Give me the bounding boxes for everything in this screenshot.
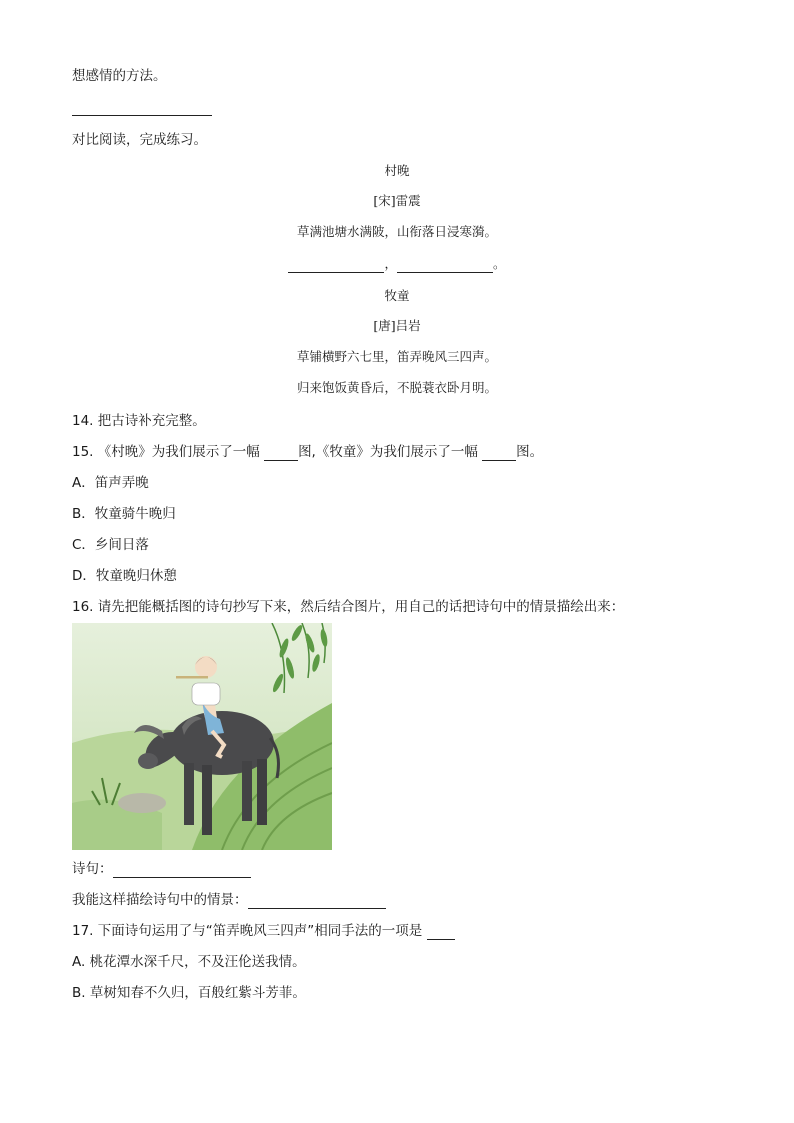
blank-end: 。 [493, 256, 506, 271]
fill-blank[interactable] [288, 258, 384, 273]
question-17 [72, 922, 455, 940]
option-c: C．乡间日落 [72, 537, 149, 553]
poem1-blank-line [0, 255, 794, 273]
intro-tail-text: 想感情的方法。 [72, 68, 167, 84]
verse-input-blank[interactable] [113, 863, 251, 878]
verse-label: 诗句： [72, 861, 113, 877]
instruction-text: 对比阅读，完成练习。 [72, 132, 207, 148]
blank-separator: ， [384, 256, 397, 271]
option-b: B．牧童骑牛晚归 [72, 506, 176, 522]
poem1-author: [宋]雷震 [373, 193, 421, 208]
q17-text: 17. 下面诗句运用了与“笛弄晚风三四声”相同手法的一项是 [72, 923, 427, 939]
option-a: A．笛声弄晚 [72, 475, 149, 491]
poem2-line1: 草铺横野六七里，笛弄晚风三四声。 [296, 349, 497, 364]
fill-blank[interactable] [397, 258, 493, 273]
option-d: D．牧童晚归休憩 [72, 568, 177, 584]
fill-blank[interactable] [427, 925, 455, 940]
answer-rule [72, 115, 212, 116]
describe-label: 我能这样描绘诗句中的情景： [72, 892, 248, 908]
poem2-author: [唐]吕岩 [373, 318, 421, 333]
poem2-title: 牧童 [384, 288, 410, 303]
q17-option-b: B. 草树知春不久归，百般红紫斗芳菲。 [72, 985, 306, 1001]
poem2-line2: 归来饱饭黄昏后，不脱蓑衣卧月明。 [296, 380, 497, 395]
q15-part-b: 图,《牧童》为我们展示了一幅 [298, 444, 483, 460]
describe-input-blank[interactable] [248, 894, 386, 909]
fill-blank[interactable] [264, 446, 298, 461]
q17-option-a: A. 桃花潭水深千尺，不及汪伦送我情。 [72, 954, 306, 970]
poem1-title: 村晚 [384, 163, 410, 178]
describe-answer-line [72, 891, 386, 909]
verse-answer-line [72, 860, 251, 878]
question-16: 16. 请先把能概括图的诗句抄写下来，然后结合图片，用自己的话把诗句中的情景描绘出来： [72, 599, 625, 615]
q15-part-a: 15. 《村晚》为我们展示了一幅 [72, 444, 265, 460]
fill-blank[interactable] [482, 446, 516, 461]
cowherd-illustration [72, 623, 332, 850]
question-15 [72, 443, 543, 461]
q15-part-c: 图。 [516, 444, 544, 460]
poem1-line1: 草满池塘水满陂，山衔落日浸寒漪。 [296, 224, 497, 239]
question-14: 14. 把古诗补充完整。 [72, 413, 206, 429]
